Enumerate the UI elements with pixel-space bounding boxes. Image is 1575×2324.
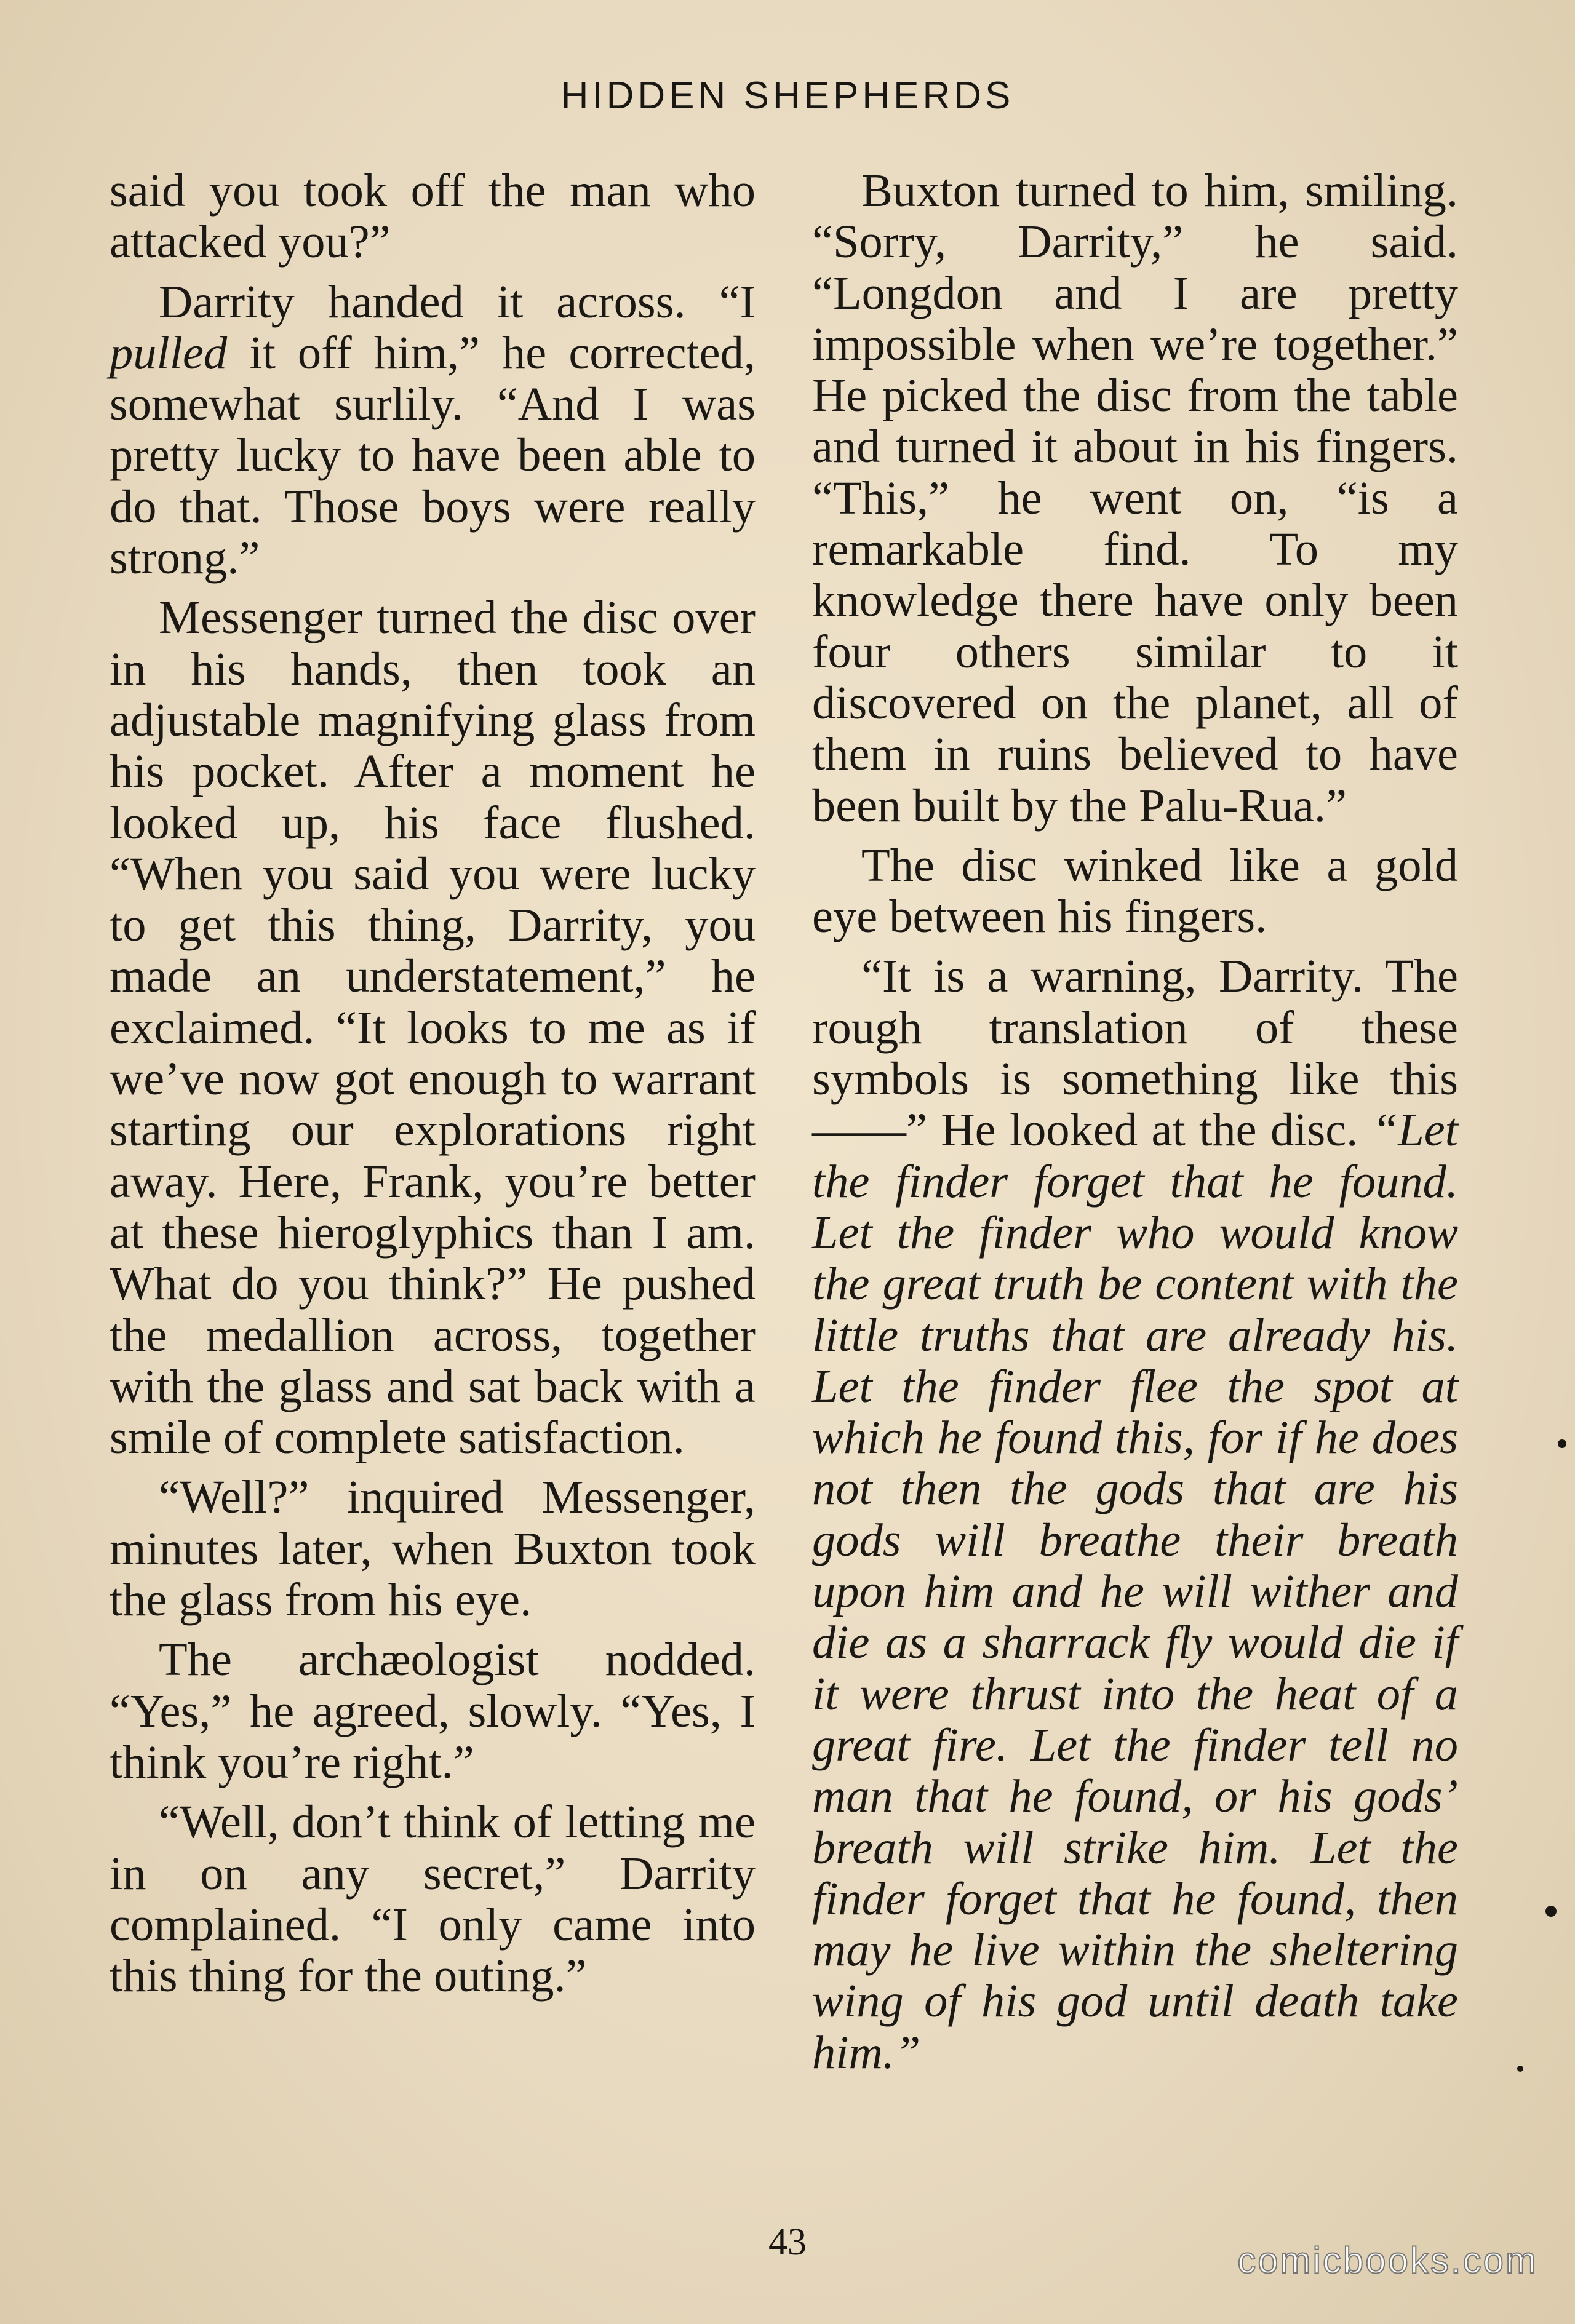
left-column: [110, 165, 756, 2010]
right-paragraph-1: Buxton turned to him, smiling. “Sorry, Darrity,” he said. “Longdon and I are pretty impossible when we’re together.” He picked the disc from the table and turned it about in his fingers. “This,” he went on, “is a remarkable find. To my knowledge there have only been four others similar to it discovered on the planet, all of them in ruins believed to have been built by the Palu-Rua.”: [812, 164, 1458, 832]
watermark: comicbooks.com: [1237, 2240, 1538, 2281]
left-paragraph-2-emphasis: pulled: [110, 326, 228, 379]
left-paragraph-2-end: it off him,” he corrected, somewhat surlily. “And I was pretty lucky to have been able to do that. Those boys were really strong.”: [110, 326, 756, 584]
right-paragraph-3-inscription: “Let the finder forget that he found. Let the finder who would know the great truth be content with the little truths that are already his. Let the finder flee the spot at which he found this, for if he does not then the gods that are his gods will breathe their breath upon him and he will wither and die as a sharrack fly would die if it were thrust into the heat of a great fire. Let the finder tell no man that he found, or his gods’ breath will strike him. Let the finder forget that he found, then may he live within the sheltering wing of his god until death take him.”: [812, 1104, 1458, 2079]
right-paragraph-2: The disc winked like a gold eye between his fingers.: [812, 838, 1458, 943]
ink-speck: [1558, 1439, 1566, 1448]
left-paragraph-5: The archæologist nodded. “Yes,” he agreed, slowly. “Yes, I think you’re right.”: [110, 1633, 756, 1788]
left-paragraph-2-start: Darrity handed it across. “I: [159, 275, 756, 328]
right-column: [812, 165, 1458, 2087]
ink-speck: [1545, 1906, 1557, 1917]
page-number: 43: [768, 2221, 807, 2263]
left-paragraph-3: Messenger turned the disc over in his hands, then took an adjustable magnifying glass from his pocket. After a moment he looked up, his face flushed. “When you said you were lucky to get this thing, Darrity, you made an understatement,” he exclaimed. “It looks to me as if we’ve now got enough to warrant starting our explorations right away. Here, Frank, you’re better at these hieroglyphics than I am. What do you think?” He pushed the medallion across, together with the glass and sat back with a smile of complete satisfaction.: [110, 591, 756, 1464]
right-paragraph-3-start: “It is a warning, Darrity. The rough translation of these symbols is something like this——” He looked at the disc.: [812, 950, 1458, 1156]
left-paragraph-2: [110, 276, 756, 584]
left-paragraph-6: “Well, don’t think of letting me in on any secret,” Darrity complained. “I only came into this thing for the outing.”: [110, 1796, 756, 2002]
right-paragraph-3: [812, 950, 1458, 2078]
left-paragraph-4: “Well?” inquired Messenger, minutes later, when Buxton took the glass from his eye.: [110, 1471, 756, 1626]
running-head: HIDDEN SHEPHERDS: [560, 74, 1015, 117]
ink-speck: [1517, 2066, 1523, 2072]
left-paragraph-1: said you took off the man who attacked you?”: [110, 164, 756, 268]
